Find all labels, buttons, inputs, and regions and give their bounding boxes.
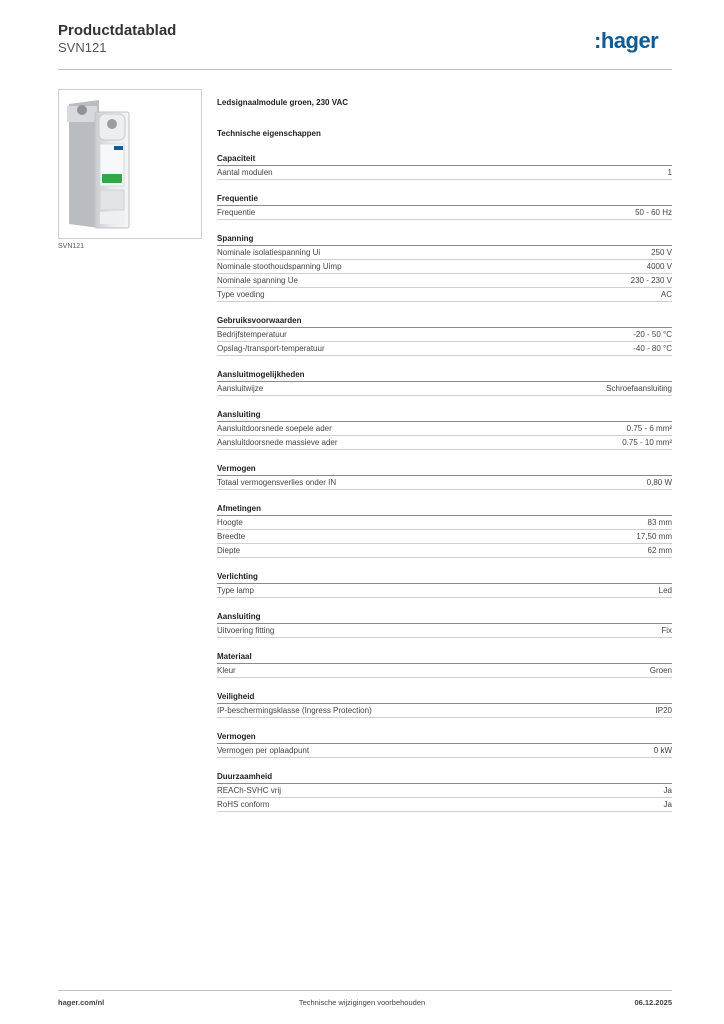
spec-row xyxy=(217,624,672,638)
spec-label: Opslag-/transport-temperatuur xyxy=(217,344,325,353)
spec-section xyxy=(217,369,672,396)
spec-value: 0.75 - 10 mm² xyxy=(622,438,672,447)
spec-value: Ja xyxy=(663,800,672,809)
spec-row xyxy=(217,784,672,798)
spec-row xyxy=(217,328,672,342)
section-title: Aansluiting xyxy=(217,409,672,422)
spec-row xyxy=(217,422,672,436)
spec-section xyxy=(217,691,672,718)
spec-value: Groen xyxy=(649,666,672,675)
spec-row xyxy=(217,476,672,490)
footer-website: hager.com/nl xyxy=(58,998,105,1007)
spec-value: 1 xyxy=(667,168,672,177)
datasheet-content xyxy=(217,96,672,825)
spec-row xyxy=(217,382,672,396)
spec-label: Nominale stoothoudspanning Uimp xyxy=(217,262,342,271)
spec-label: Vermogen per oplaadpunt xyxy=(217,746,310,755)
spec-value: 4000 V xyxy=(646,262,672,271)
product-image xyxy=(58,89,202,239)
spec-label: Type voeding xyxy=(217,290,265,299)
spec-label: Aansluitdoorsnede massieve ader xyxy=(217,438,338,447)
section-title: Vermogen xyxy=(217,463,672,476)
spec-section xyxy=(217,193,672,220)
spec-row xyxy=(217,704,672,718)
spec-label: Totaal vermogensverlies onder IN xyxy=(217,478,337,487)
section-title: Duurzaamheid xyxy=(217,771,672,784)
section-title: Spanning xyxy=(217,233,672,246)
spec-value: 0 kW xyxy=(653,746,672,755)
spec-label: IP-beschermingsklasse (Ingress Protection) xyxy=(217,706,372,715)
spec-row xyxy=(217,166,672,180)
section-title: Gebruiksvoorwaarden xyxy=(217,315,672,328)
product-code: SVN121 xyxy=(58,40,107,55)
spec-value: 83 mm xyxy=(647,518,672,527)
section-title: Capaciteit xyxy=(217,153,672,166)
section-title: Frequentie xyxy=(217,193,672,206)
document-title: Productdatablad xyxy=(58,22,177,39)
spec-section xyxy=(217,409,672,450)
spec-value: -40 - 80 °C xyxy=(633,344,672,353)
spec-row xyxy=(217,274,672,288)
spec-label: Bedrijfstemperatuur xyxy=(217,330,287,339)
spec-label: REACh-SVHC vrij xyxy=(217,786,282,795)
spec-value: Led xyxy=(658,586,672,595)
spec-section xyxy=(217,503,672,558)
spec-label: Aansluitdoorsnede soepele ader xyxy=(217,424,332,433)
spec-row xyxy=(217,260,672,274)
spec-section xyxy=(217,233,672,302)
properties-title: Technische eigenschappen xyxy=(217,129,321,138)
spec-row xyxy=(217,530,672,544)
hager-logo xyxy=(594,29,658,53)
spec-row xyxy=(217,342,672,356)
page-header xyxy=(58,22,176,56)
spec-label: Kleur xyxy=(217,666,236,675)
spec-row xyxy=(217,288,672,302)
spec-value: AC xyxy=(660,290,672,299)
spec-label: Type lamp xyxy=(217,586,254,595)
spec-value: 50 - 60 Hz xyxy=(635,208,672,217)
section-title: Vermogen xyxy=(217,731,672,744)
spec-label: Breedte xyxy=(217,532,246,541)
spec-row xyxy=(217,744,672,758)
spec-row xyxy=(217,436,672,450)
spec-section xyxy=(217,771,672,812)
spec-value: Schroefaansluiting xyxy=(606,384,672,393)
footer-date: 06.12.2025 xyxy=(634,998,672,1007)
product-name: Ledsignaalmodule groen, 230 VAC xyxy=(217,98,348,107)
spec-section xyxy=(217,651,672,678)
spec-row xyxy=(217,798,672,812)
spec-row xyxy=(217,664,672,678)
spec-label: Uitvoering fitting xyxy=(217,626,275,635)
spec-label: Diepte xyxy=(217,546,241,555)
logo-colon-icon: : xyxy=(594,28,601,53)
spec-row xyxy=(217,246,672,260)
spec-row xyxy=(217,584,672,598)
spec-label: RoHS conform xyxy=(217,800,270,809)
spec-row xyxy=(217,516,672,530)
spec-value: 230 - 230 V xyxy=(630,276,672,285)
spec-label: Aantal modulen xyxy=(217,168,273,177)
section-title: Afmetingen xyxy=(217,503,672,516)
spec-value: 17,50 mm xyxy=(636,532,672,541)
spec-label: Frequentie xyxy=(217,208,256,217)
section-title: Aansluiting xyxy=(217,611,672,624)
section-title: Materiaal xyxy=(217,651,672,664)
spec-value: 0.75 - 6 mm² xyxy=(626,424,672,433)
section-title: Aansluitmogelijkheden xyxy=(217,369,672,382)
spec-row xyxy=(217,544,672,558)
spec-section xyxy=(217,153,672,180)
footer-disclaimer: Technische wijzigingen voorbehouden xyxy=(298,998,426,1007)
spec-value: Ja xyxy=(663,786,672,795)
spec-row xyxy=(217,206,672,220)
signal-module-icon xyxy=(59,90,201,238)
spec-section xyxy=(217,315,672,356)
footer-divider xyxy=(58,990,672,991)
spec-section xyxy=(217,463,672,490)
spec-value: 0,80 W xyxy=(646,478,672,487)
spec-label: Hoogte xyxy=(217,518,243,527)
spec-label: Aansluitwijze xyxy=(217,384,264,393)
logo-wordmark: hager xyxy=(600,28,659,53)
section-title: Veiligheid xyxy=(217,691,672,704)
spec-value: 62 mm xyxy=(647,546,672,555)
spec-value: Fix xyxy=(661,626,672,635)
spec-value: IP20 xyxy=(655,706,672,715)
header-divider xyxy=(58,69,672,70)
spec-section xyxy=(217,611,672,638)
spec-value: -20 - 50 °C xyxy=(633,330,672,339)
property-sections xyxy=(217,153,672,812)
spec-value: 250 V xyxy=(651,248,672,257)
spec-label: Nominale isolatiespanning Ui xyxy=(217,248,321,257)
spec-label: Nominale spanning Ue xyxy=(217,276,298,285)
section-title: Verlichting xyxy=(217,571,672,584)
spec-section xyxy=(217,571,672,598)
image-caption: SVN121 xyxy=(58,243,85,250)
spec-section xyxy=(217,731,672,758)
